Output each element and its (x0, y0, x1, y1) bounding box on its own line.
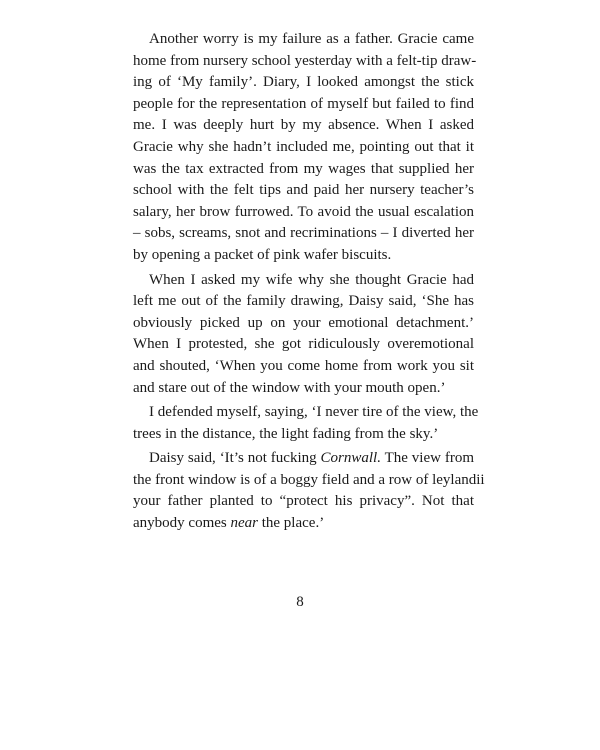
text-line (133, 448, 474, 470)
text-line: school with the felt tips and paid her nursery teacher’s (133, 182, 474, 199)
text-line: I defended myself, saying, ‘I never tire of the view, the (149, 404, 479, 421)
body-text (133, 29, 485, 535)
text-line: Gracie why she hadn’t included me, pointing out that it (133, 138, 474, 155)
text-line: salary, her brow furrowed. To avoid the usual escalation (133, 203, 474, 220)
text-line: ing of ‘My family’. Diary, I looked amongst the stick (133, 74, 474, 91)
text-run: Daisy said, ‘It’s not fucking (149, 450, 321, 467)
page-number: 8 (296, 594, 304, 610)
text-line (133, 513, 474, 535)
paragraph-3 (133, 402, 479, 445)
text-line: the front window is of a boggy field and a row of leylandii (133, 471, 485, 488)
text-line: by opening a packet of pink wafer biscuits. (133, 246, 392, 263)
text-run: anybody comes (133, 515, 231, 532)
text-line: When I protested, she got ridiculously overemotional (133, 336, 474, 353)
text-line: and shouted, ‘When you come home from work you sit (133, 357, 474, 374)
text-line: people for the representation of myself but failed to find (133, 95, 474, 112)
text-run: The view from (380, 450, 474, 467)
text-line: and stare out of the window with your mouth open.’ (133, 379, 446, 396)
text-line: Another worry is my failure as a father. Gracie came (149, 31, 474, 47)
text-line: home from nursery school yesterday with a felt-tip draw- (133, 52, 477, 69)
text-line: was the tax extracted from my wages that supplied her (133, 160, 474, 177)
italic-text: Cornwall. (320, 450, 381, 467)
italic-text: near (230, 515, 258, 532)
paragraph-2 (133, 270, 474, 400)
paragraph-4 (133, 448, 485, 534)
text-line: me. I was deeply hurt by my absence. When I asked (133, 117, 474, 134)
paragraph-1 (133, 29, 477, 267)
text-line: left me out of the family drawing, Daisy said, ‘She has (133, 293, 474, 310)
text-line: obviously picked up on your emotional detachment.’ (133, 314, 474, 331)
text-line: – sobs, screams, snot and recriminations – I diverted her (133, 225, 474, 242)
text-run: the place.’ (257, 515, 325, 532)
text-line: your father planted to “protect his privacy”. Not that (133, 493, 474, 510)
text-line: trees in the distance, the light fading from the sky.’ (133, 425, 439, 442)
text-line: When I asked my wife why she thought Gracie had (149, 271, 474, 288)
